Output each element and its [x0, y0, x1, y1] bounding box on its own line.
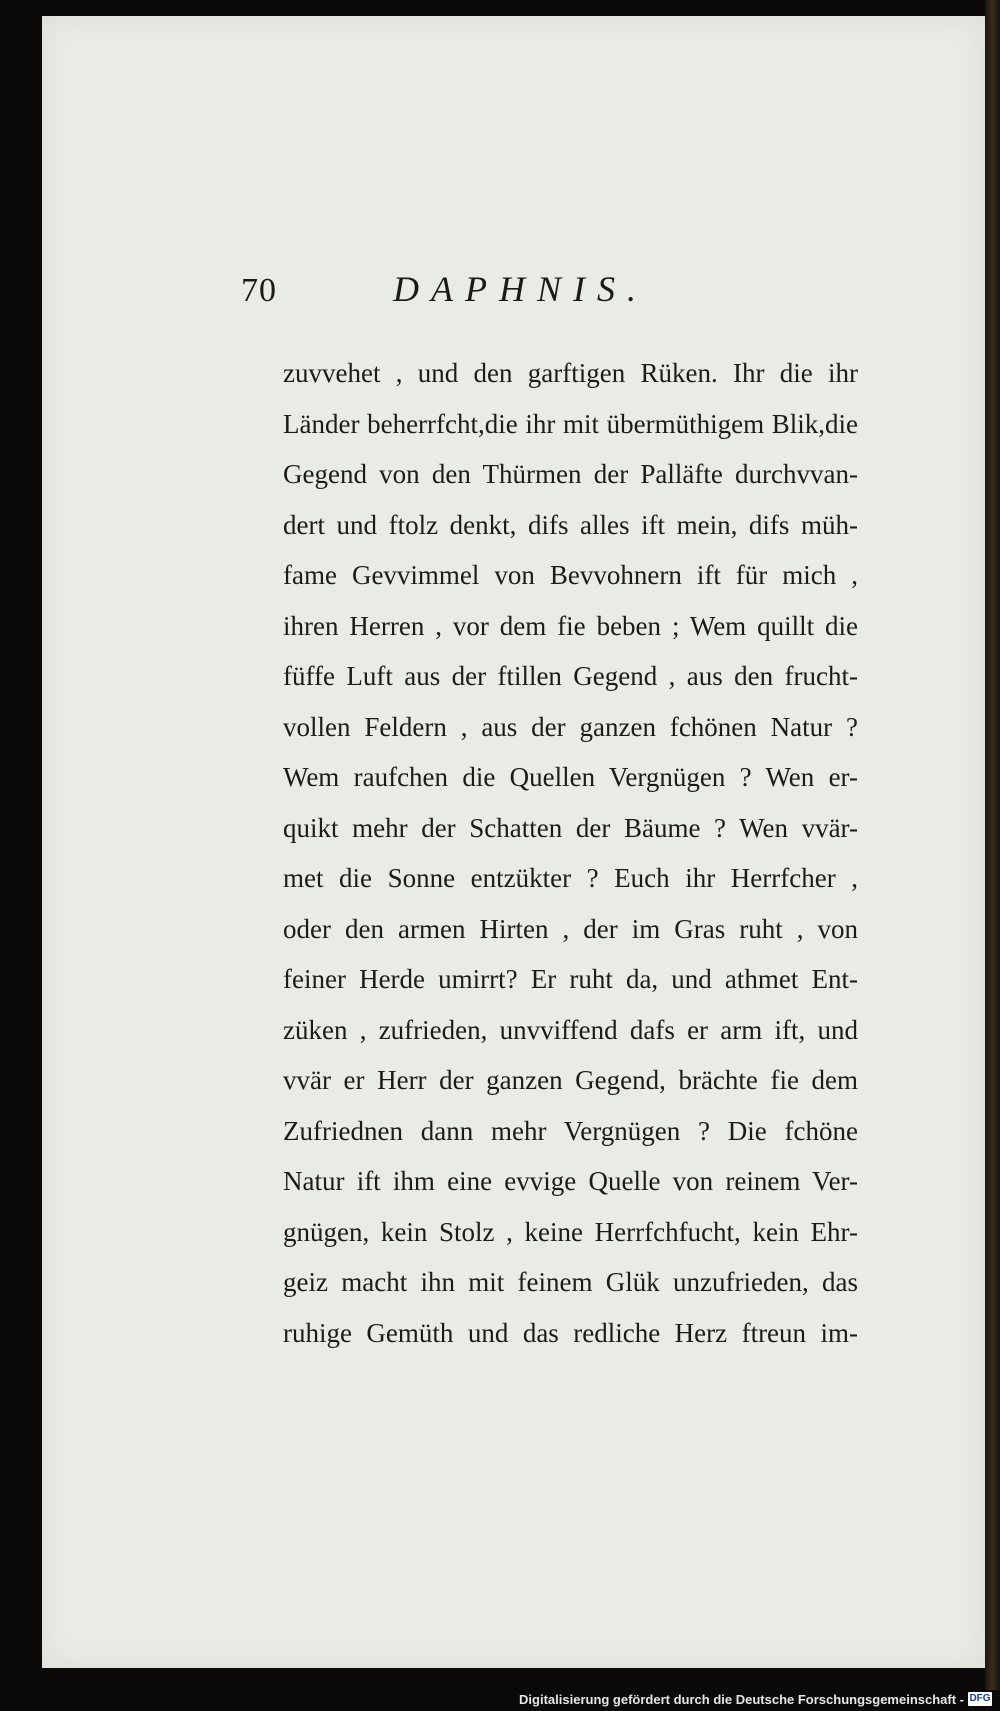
body-text: [283, 348, 858, 1358]
text-line: vvär er Herr der ganzen Gegend, brächte fie dem: [283, 1065, 858, 1095]
text-line: fame Gevvimmel von Bevvohnern ift für mich ,: [283, 560, 858, 590]
text-line: Zufriednen dann mehr Vergnügen ? Die fchöne: [283, 1115, 858, 1146]
text-line: dert und ftolz denkt, difs alles ift mein, difs müh-: [283, 509, 858, 540]
text-line: füffe Luft aus der ftillen Gegend , aus den frucht-: [283, 661, 858, 691]
text-line: Gegend von den Thürmen der Palläfte durchvvan-: [283, 459, 858, 489]
dfg-logo: DFG: [969, 1693, 991, 1704]
text-line: Natur ift ihm eine evvige Quelle von reinem Ver-: [283, 1166, 858, 1196]
page-header: [241, 268, 861, 318]
text-line: Länder beherrfcht,die ihr mit übermüthigem Blik,die: [283, 408, 858, 439]
digitization-credit: Digitalisierung gefördert durch die Deutsche Forschungsgemeinschaft -: [519, 1692, 964, 1707]
text-line: züken , zufrieden, unvviffend dafs er arm ift, und: [283, 1014, 858, 1045]
running-title: DAPHNIS.: [393, 269, 648, 309]
book-spine-edge: [985, 0, 1000, 1711]
text-line: gnügen, kein Stolz , keine Herrfchfucht, kein Ehr-: [283, 1216, 858, 1247]
text-line: quikt mehr der Schatten der Bäume ? Wen vvär-: [283, 812, 858, 843]
text-line: zuvvehet , und den garftigen Rüken. Ihr die ihr: [283, 358, 858, 388]
text-line: ruhige Gemüth und das redliche Herz ftreun im-: [283, 1317, 858, 1348]
text-line: vollen Feldern , aus der ganzen fchönen Natur ?: [283, 711, 858, 742]
text-line: geiz macht ihn mit feinem Glük unzufrieden, das: [283, 1267, 858, 1297]
page-number: 70: [241, 272, 277, 309]
text-line: feiner Herde umirrt? Er ruht da, und athmet Ent-: [283, 964, 858, 994]
text-line: oder den armen Hirten , der im Gras ruht , von: [283, 913, 858, 944]
text-line: ihren Herren , vor dem fie beben ; Wem quillt die: [283, 610, 858, 641]
text-line: met die Sonne entzükter ? Euch ihr Herrfcher ,: [283, 863, 858, 893]
text-line: Wem raufchen die Quellen Vergnügen ? Wen er-: [283, 762, 858, 792]
